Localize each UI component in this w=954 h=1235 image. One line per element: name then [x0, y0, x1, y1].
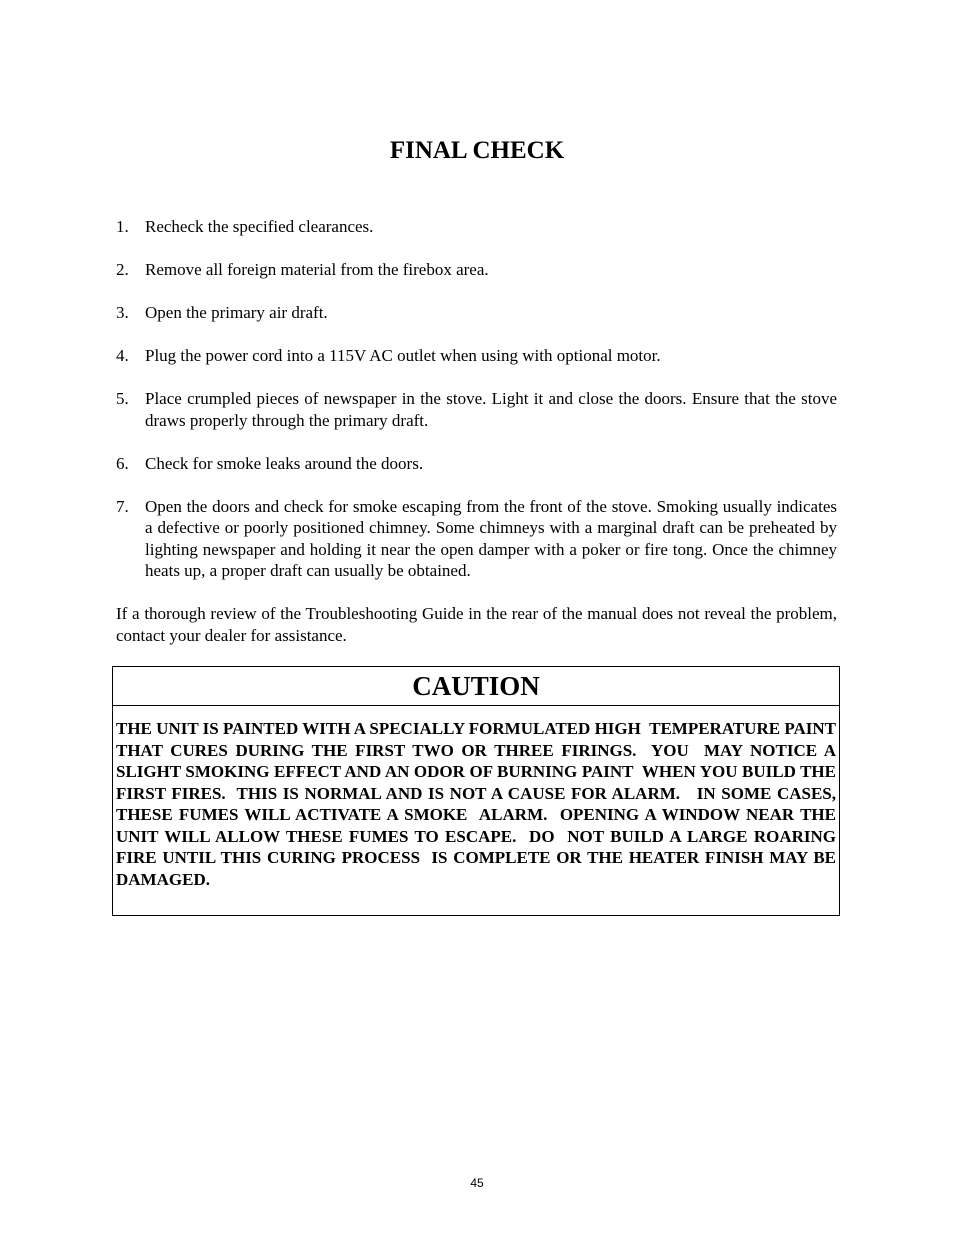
step-number: 7. — [116, 496, 129, 516]
step-item-3 — [116, 302, 837, 324]
step-item-4 — [116, 345, 837, 367]
step-item-1 — [116, 216, 837, 238]
step-text: Open the doors and check for smoke escaping from the front of the stove. Smoking usually indicates a defective or poorly positioned chimney. Some chimneys with a marginal draft can be preheated by lighting newspaper and holding it near the open damper with a poker or fire tong. Once the chimney heats up, a proper draft can usually be obtained. — [145, 496, 837, 580]
step-text: Check for smoke leaks around the doors. — [145, 453, 424, 473]
step-number: 4. — [116, 346, 129, 365]
step-number: 2. — [116, 260, 129, 279]
step-text: Remove all foreign material from the firebox area. — [145, 260, 489, 279]
steps-list — [116, 216, 837, 603]
step-item-5 — [116, 388, 837, 431]
closing-paragraph: If a thorough review of the Troubleshooting Guide in the rear of the manual does not reveal the problem, contact your dealer for assistance. — [116, 604, 837, 645]
step-text: Open the primary air draft. — [145, 303, 328, 322]
step-number: 3. — [116, 303, 129, 322]
step-number: 6. — [116, 453, 129, 473]
step-number: 1. — [116, 217, 129, 236]
step-item-6 — [116, 453, 837, 475]
caution-text: THE UNIT IS PAINTED WITH A SPECIALLY FORMULATED HIGH TEMPERATURE PAINT THAT CURES DURING THE FIRST TWO OR THREE FIRINGS. YOU MAY NOTICE A SLIGHT SMOKING EFFECT AND AN ODOR OF BURNING PAINT WHEN YOU BUILD THE FIRST FIRES. THIS IS NORMAL AND IS NOT A CAUSE FOR ALARM. IN SOME CASES, THESE FUMES WILL ACTIVATE A SMOKE ALARM. OPENING A WINDOW NEAR THE UNIT WILL ALLOW THESE FUMES TO ESCAPE. DO NOT BUILD A LARGE ROARING FIRE UNTIL THIS CURING PROCESS IS COMPLETE OR THE HEATER FINISH MAY BE DAMAGED. — [116, 719, 841, 889]
step-text: Place crumpled pieces of newspaper in the stove. Light it and close the doors. Ensure that the stove draws properly through the primary draft. — [145, 389, 837, 430]
step-text: Plug the power cord into a 115V AC outlet when using with optional motor. — [145, 346, 661, 365]
step-number: 5. — [116, 389, 129, 408]
step-item-2 — [116, 259, 837, 281]
step-text: Recheck the specified clearances. — [145, 217, 374, 236]
page-title: FINAL CHECK — [389, 137, 565, 164]
page-number: 45 — [470, 1176, 484, 1190]
caution-box — [112, 666, 840, 916]
step-item-7 — [116, 496, 837, 582]
caution-heading: CAUTION — [113, 667, 839, 706]
